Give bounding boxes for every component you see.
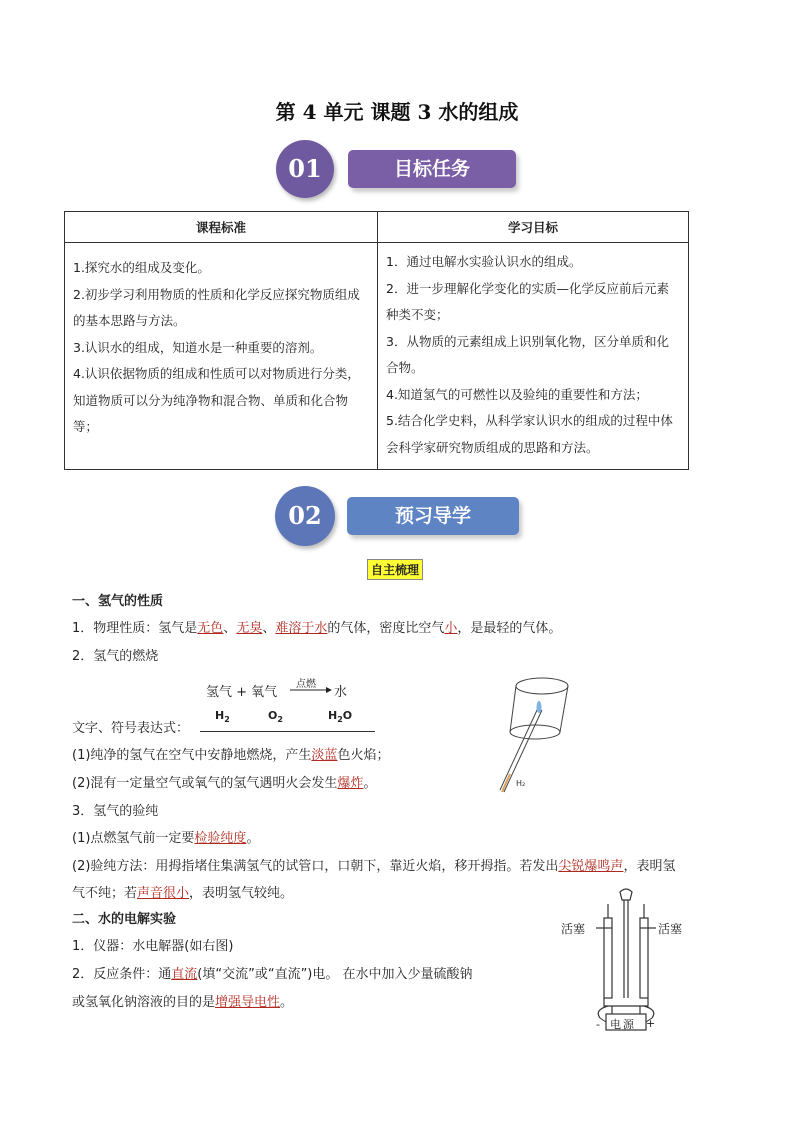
section-number: 02 bbox=[275, 486, 335, 546]
objective-item: 5.结合化学史料，从科学家认识水的组成的过程中体会科学家研究物质组成的思路和方法。 bbox=[386, 413, 673, 455]
objective-item: 4.知道氢气的可燃性以及验纯的重要性和方法； bbox=[386, 386, 648, 402]
answer-explosion: 爆炸 bbox=[337, 776, 364, 791]
standard-item: 2.初步学习利用物质的性质和化学反应探究物质组成的基本思路与方法。 bbox=[73, 286, 360, 328]
standard-item: 1.探究水的组成及变化。 bbox=[73, 260, 210, 275]
objectives-cell bbox=[378, 243, 689, 470]
pure-hydrogen-line: (1)纯净的氢气在空气中安静地燃烧，产生淡蓝色火焰； bbox=[72, 748, 390, 763]
text: ，是最轻的气体。 bbox=[457, 621, 562, 636]
standard-item: 3.认识水的组成，知道水是一种重要的溶剂。 bbox=[73, 339, 323, 355]
section-label: 目标任务 bbox=[348, 150, 516, 188]
answer-odorless: 无臭 bbox=[236, 621, 263, 636]
mixed-hydrogen-line: (2)混有一定量空气或氧气的氢气遇明火会发生爆炸。 bbox=[72, 776, 377, 791]
answer-conductivity: 增强导电性 bbox=[215, 995, 281, 1010]
standard-item: 4.认识依据物质的组成和性质可以对物质进行分类，知道物质可以分为纯净物和混合物、单质和化合物等； bbox=[73, 366, 360, 434]
section-label: 预习导学 bbox=[347, 497, 519, 535]
reaction-condition: 点燃 bbox=[296, 679, 316, 690]
text: 1．物理性质：氢气是 bbox=[72, 621, 198, 636]
answer-colorless: 无色 bbox=[197, 621, 224, 636]
hydrogen-combustion-figure bbox=[488, 672, 584, 802]
purity-check-line: (1)点燃氢气前一定要检验纯度。 bbox=[72, 831, 260, 846]
equation-underline bbox=[200, 731, 375, 732]
text: 、 bbox=[223, 621, 237, 636]
condition-line: 2．反应条件：通直流(填“交流”或“直流”)电。 在水中加入少量硫酸钠 bbox=[72, 967, 473, 982]
answer-dc: 直流 bbox=[171, 967, 198, 982]
answer-pale-blue: 淡蓝 bbox=[311, 748, 338, 763]
answer-density: 小 bbox=[444, 621, 458, 636]
section-number: 01 bbox=[276, 140, 334, 198]
goals-table bbox=[64, 211, 689, 470]
electrolyzer-icon bbox=[590, 886, 670, 1036]
symbol-h2o: $H_2O$ bbox=[328, 709, 353, 725]
text: 的气体，密度比空气 bbox=[327, 621, 445, 636]
answer-insoluble: 难溶于水 bbox=[275, 621, 328, 636]
table-header: 学习目标 bbox=[378, 212, 689, 243]
objective-item: 1．通过电解水实验认识水的组成。 bbox=[386, 254, 582, 269]
heading-electrolysis: 二、水的电解实验 bbox=[72, 912, 177, 927]
physical-properties-line bbox=[72, 617, 561, 636]
answer-quiet-sound: 声音很小 bbox=[137, 886, 190, 901]
symbol-h2: $H_2$ bbox=[215, 709, 230, 725]
power-source-label: 电源 bbox=[610, 1018, 636, 1031]
text: 、 bbox=[262, 621, 276, 636]
standards-cell bbox=[65, 243, 378, 470]
page-title: 第 4 单元 课题 3 水的组成 bbox=[275, 100, 519, 124]
purity-result-line: 气不纯；若声音很小，表明氢气较纯。 bbox=[72, 886, 294, 901]
equation-label: 文字、符号表达式： bbox=[72, 721, 190, 736]
reaction-arrow-icon bbox=[290, 686, 332, 694]
minus-terminal: - bbox=[596, 1018, 600, 1031]
symbol-o2: $O_2$ bbox=[268, 709, 283, 725]
h2-label: H₂ bbox=[516, 779, 526, 788]
right-valve-label: 活塞 bbox=[658, 922, 683, 936]
combustion-heading: 2．氢气的燃烧 bbox=[72, 649, 159, 664]
objective-item: 2．进一步理解化学变化的实质—化学反应前后元素种类不变； bbox=[386, 280, 669, 322]
purpose-line: 或氢氧化钠溶液的目的是增强导电性。 bbox=[72, 995, 294, 1010]
apparatus-line: 1．仪器：水电解器(如右图) bbox=[72, 939, 234, 954]
word-equation-product: 水 bbox=[334, 685, 348, 700]
table-header: 课程标准 bbox=[65, 212, 378, 243]
plus-terminal: + bbox=[646, 1017, 656, 1030]
objective-item: 3．从物质的元素组成上识别氧化物，区分单质和化合物。 bbox=[386, 333, 669, 375]
answer-check-purity: 检验纯度 bbox=[194, 831, 247, 846]
purity-heading: 3．氢气的验纯 bbox=[72, 804, 159, 819]
purity-method-line: (2)验纯方法：用拇指堵住集满氢气的试管口，口朝下，靠近火焰，移开拇指。若发出尖锐爆鸣声，表明氢 bbox=[72, 859, 676, 874]
self-study-tag: 自主梳理 bbox=[367, 559, 423, 580]
left-valve-label: 活塞 bbox=[561, 922, 586, 936]
heading-hydrogen-properties: 一、氢气的性质 bbox=[72, 594, 164, 609]
word-equation-reactants: 氢气 + 氧气 bbox=[206, 685, 278, 700]
answer-sharp-pop: 尖锐爆鸣声 bbox=[558, 859, 624, 874]
